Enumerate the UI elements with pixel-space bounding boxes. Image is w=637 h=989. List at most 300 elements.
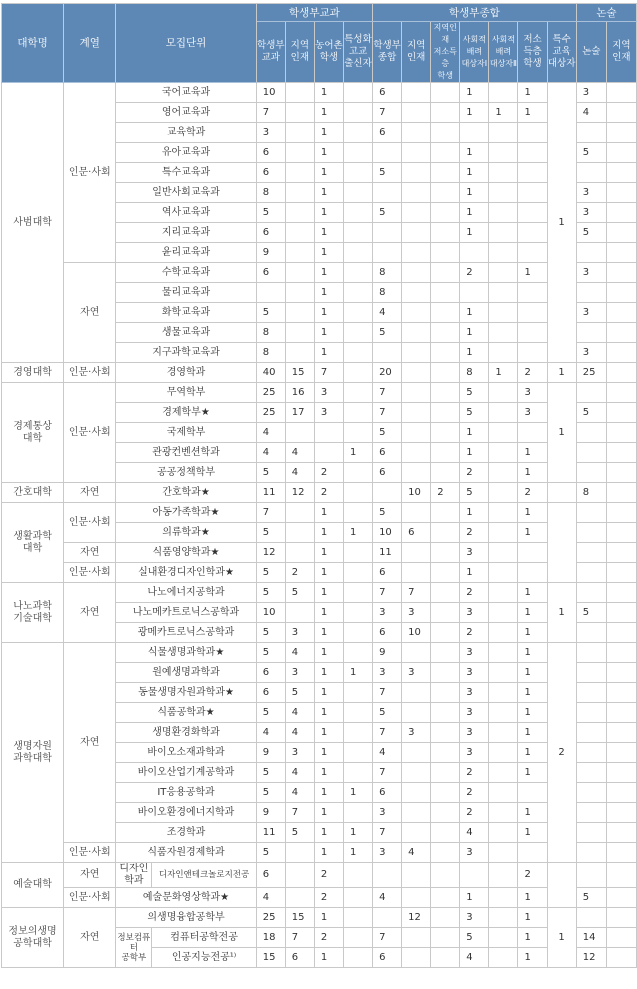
category-cell: 인문·사회 — [64, 363, 116, 383]
nonsul-cell — [606, 683, 636, 703]
value-cell: 4 — [460, 948, 489, 968]
unit-cell: 동물생명자원과학과★ — [116, 683, 256, 703]
header-unit: 모집단위 — [116, 4, 256, 83]
special-cell: 1 — [547, 363, 576, 383]
value-cell — [285, 243, 314, 263]
value-cell — [489, 763, 518, 783]
value-cell: 1 — [314, 303, 343, 323]
value-cell — [402, 123, 431, 143]
value-cell: 1 — [314, 763, 343, 783]
value-cell — [431, 383, 460, 403]
value-cell: 1 — [314, 908, 343, 928]
unit-cell: 식품공학과★ — [116, 703, 256, 723]
value-cell — [402, 683, 431, 703]
nonsul-cell — [606, 583, 636, 603]
special-cell — [547, 863, 576, 908]
value-cell: 7 — [256, 503, 285, 523]
nonsul-cell — [606, 383, 636, 403]
value-cell: 25 — [256, 383, 285, 403]
value-cell — [518, 243, 547, 263]
value-cell — [343, 203, 372, 223]
unit-cell: 유아교육과 — [116, 143, 256, 163]
value-cell — [431, 603, 460, 623]
value-cell: 3 — [518, 403, 547, 423]
value-cell: 2 — [460, 783, 489, 803]
value-cell — [431, 263, 460, 283]
value-cell: 1 — [460, 83, 489, 103]
value-cell: 7 — [373, 383, 402, 403]
header-col-1: 지역 인재 — [285, 22, 314, 83]
value-cell — [489, 723, 518, 743]
value-cell: 12 — [285, 483, 314, 503]
value-cell: 5 — [373, 703, 402, 723]
nonsul-cell: 5 — [576, 888, 606, 908]
value-cell: 1 — [518, 683, 547, 703]
category-cell: 인문·사회 — [64, 843, 116, 863]
value-cell — [431, 683, 460, 703]
special-cell: 1 — [547, 908, 576, 968]
value-cell — [402, 743, 431, 763]
table-row — [2, 543, 637, 563]
value-cell — [460, 283, 489, 303]
value-cell: 3 — [314, 383, 343, 403]
value-cell — [285, 603, 314, 623]
value-cell: 4 — [373, 743, 402, 763]
value-cell: 7 — [373, 823, 402, 843]
table-row — [2, 83, 637, 103]
value-cell — [489, 563, 518, 583]
value-cell: 4 — [256, 423, 285, 443]
value-cell: 6 — [256, 663, 285, 683]
nonsul-cell — [606, 703, 636, 723]
university-cell: 경제통상 대학 — [2, 383, 64, 483]
nonsul-cell — [606, 823, 636, 843]
value-cell — [431, 763, 460, 783]
value-cell: 1 — [343, 443, 372, 463]
value-cell: 5 — [256, 203, 285, 223]
university-cell: 예술대학 — [2, 863, 64, 908]
value-cell: 1 — [518, 263, 547, 283]
value-cell — [402, 403, 431, 423]
category-cell: 자연 — [64, 583, 116, 643]
category-cell: 인문·사회 — [64, 383, 116, 483]
value-cell — [343, 503, 372, 523]
value-cell: 1 — [460, 423, 489, 443]
value-cell: 10 — [256, 603, 285, 623]
value-cell: 1 — [460, 143, 489, 163]
nonsul-cell — [576, 743, 606, 763]
value-cell — [402, 83, 431, 103]
unit-cell: 일반사회교육과 — [116, 183, 256, 203]
nonsul-cell — [576, 643, 606, 663]
value-cell — [489, 503, 518, 523]
value-cell — [343, 463, 372, 483]
value-cell: 17 — [285, 403, 314, 423]
value-cell: 1 — [460, 888, 489, 908]
value-cell: 6 — [256, 143, 285, 163]
value-cell — [402, 303, 431, 323]
value-cell — [343, 183, 372, 203]
value-cell — [285, 283, 314, 303]
value-cell — [285, 83, 314, 103]
value-cell: 3 — [314, 403, 343, 423]
unit-cell: 식품영양학과★ — [116, 543, 256, 563]
value-cell: 9 — [256, 803, 285, 823]
value-cell: 1 — [518, 743, 547, 763]
value-cell — [343, 483, 372, 503]
value-cell: 15 — [256, 948, 285, 968]
value-cell — [431, 123, 460, 143]
value-cell: 1 — [489, 363, 518, 383]
value-cell — [343, 948, 372, 968]
unit-cell: 국어교육과 — [116, 83, 256, 103]
value-cell: 4 — [285, 783, 314, 803]
table-row — [2, 888, 637, 908]
nonsul-cell — [606, 783, 636, 803]
value-cell — [489, 523, 518, 543]
nonsul-cell — [606, 403, 636, 423]
value-cell: 8 — [256, 323, 285, 343]
unit-parent-cell: 디자인학과 — [116, 863, 152, 888]
value-cell: 4 — [373, 888, 402, 908]
unit-cell: 물리교육과 — [116, 283, 256, 303]
table-row — [2, 263, 637, 283]
header-col-5: 지역 인재 — [402, 22, 431, 83]
value-cell: 1 — [314, 143, 343, 163]
value-cell: 6 — [373, 948, 402, 968]
nonsul-cell — [576, 443, 606, 463]
nonsul-cell: 5 — [576, 223, 606, 243]
value-cell: 7 — [285, 928, 314, 948]
value-cell — [460, 243, 489, 263]
value-cell — [285, 863, 314, 888]
value-cell: 1 — [518, 623, 547, 643]
value-cell: 2 — [518, 483, 547, 503]
value-cell — [489, 603, 518, 623]
nonsul-cell — [606, 203, 636, 223]
value-cell: 5 — [460, 928, 489, 948]
value-cell — [343, 623, 372, 643]
value-cell: 7 — [373, 763, 402, 783]
nonsul-cell — [606, 183, 636, 203]
value-cell — [343, 888, 372, 908]
value-cell — [489, 703, 518, 723]
nonsul-cell — [606, 163, 636, 183]
university-cell: 생활과학 대학 — [2, 503, 64, 583]
value-cell — [489, 243, 518, 263]
value-cell — [343, 103, 372, 123]
value-cell — [402, 543, 431, 563]
unit-cell: 나노에너지공학과 — [116, 583, 256, 603]
nonsul-cell: 3 — [576, 83, 606, 103]
value-cell — [343, 403, 372, 423]
value-cell: 1 — [518, 803, 547, 823]
value-cell: 1 — [314, 223, 343, 243]
value-cell: 1 — [314, 623, 343, 643]
value-cell — [373, 223, 402, 243]
value-cell — [402, 563, 431, 583]
value-cell — [431, 503, 460, 523]
value-cell: 20 — [373, 363, 402, 383]
value-cell: 18 — [256, 928, 285, 948]
value-cell: 1 — [314, 123, 343, 143]
value-cell — [489, 383, 518, 403]
value-cell: 4 — [256, 443, 285, 463]
category-cell: 자연 — [64, 863, 116, 888]
value-cell: 1 — [518, 723, 547, 743]
value-cell — [402, 103, 431, 123]
value-cell: 5 — [256, 783, 285, 803]
table-row — [2, 363, 637, 383]
value-cell — [314, 443, 343, 463]
value-cell: 6 — [256, 223, 285, 243]
value-cell — [431, 543, 460, 563]
value-cell — [431, 143, 460, 163]
value-cell — [518, 423, 547, 443]
value-cell: 5 — [256, 583, 285, 603]
value-cell — [518, 223, 547, 243]
value-cell: 7 — [373, 723, 402, 743]
value-cell — [489, 183, 518, 203]
value-cell — [402, 423, 431, 443]
unit-cell: 수학교육과 — [116, 263, 256, 283]
nonsul-cell — [606, 443, 636, 463]
value-cell — [518, 843, 547, 863]
nonsul-cell — [576, 683, 606, 703]
value-cell — [343, 163, 372, 183]
value-cell — [431, 343, 460, 363]
value-cell: 3 — [285, 663, 314, 683]
value-cell — [489, 948, 518, 968]
nonsul-cell — [606, 363, 636, 383]
unit-cell: 영어교육과 — [116, 103, 256, 123]
nonsul-cell — [606, 543, 636, 563]
value-cell: 1 — [518, 823, 547, 843]
value-cell: 1 — [518, 928, 547, 948]
value-cell — [431, 583, 460, 603]
unit-cell: 조경학과 — [116, 823, 256, 843]
nonsul-cell — [606, 863, 636, 888]
value-cell — [489, 203, 518, 223]
value-cell: 2 — [460, 763, 489, 783]
value-cell — [343, 383, 372, 403]
unit-cell: 바이오산업기계공학과 — [116, 763, 256, 783]
unit-cell: 교육학과 — [116, 123, 256, 143]
value-cell — [431, 223, 460, 243]
value-cell: 2 — [314, 888, 343, 908]
value-cell — [343, 303, 372, 323]
nonsul-cell — [606, 743, 636, 763]
value-cell: 1 — [314, 603, 343, 623]
value-cell: 1 — [518, 443, 547, 463]
header-col-11: 논술 — [576, 22, 606, 83]
value-cell — [402, 928, 431, 948]
university-cell: 경영대학 — [2, 363, 64, 383]
value-cell — [431, 163, 460, 183]
value-cell — [489, 643, 518, 663]
nonsul-cell — [606, 603, 636, 623]
value-cell — [431, 463, 460, 483]
value-cell — [431, 783, 460, 803]
category-cell: 자연 — [64, 908, 116, 968]
value-cell: 5 — [373, 163, 402, 183]
value-cell — [285, 263, 314, 283]
value-cell — [373, 183, 402, 203]
nonsul-cell — [606, 83, 636, 103]
nonsul-cell — [606, 343, 636, 363]
unit-cell: 식품자원경제학과 — [116, 843, 256, 863]
value-cell: 1 — [518, 503, 547, 523]
category-cell: 자연 — [64, 263, 116, 363]
value-cell: 1 — [314, 563, 343, 583]
value-cell — [285, 323, 314, 343]
value-cell — [431, 703, 460, 723]
value-cell: 1 — [460, 103, 489, 123]
value-cell — [489, 683, 518, 703]
value-cell — [343, 683, 372, 703]
nonsul-cell — [606, 503, 636, 523]
value-cell: 1 — [314, 523, 343, 543]
university-cell: 사범대학 — [2, 83, 64, 363]
value-cell: 4 — [460, 823, 489, 843]
value-cell: 5 — [256, 463, 285, 483]
value-cell: 1 — [343, 843, 372, 863]
nonsul-cell — [576, 283, 606, 303]
unit-cell: 생물교육과 — [116, 323, 256, 343]
value-cell — [402, 283, 431, 303]
value-cell: 1 — [314, 543, 343, 563]
value-cell: 5 — [256, 703, 285, 723]
unit-cell: 경영학과 — [116, 363, 256, 383]
value-cell: 7 — [285, 803, 314, 823]
value-cell — [402, 343, 431, 363]
category-cell: 자연 — [64, 543, 116, 563]
value-cell — [489, 303, 518, 323]
value-cell — [431, 363, 460, 383]
nonsul-cell — [606, 303, 636, 323]
value-cell: 1 — [343, 783, 372, 803]
value-cell — [402, 823, 431, 843]
nonsul-cell — [576, 543, 606, 563]
unit-cell: 국제학부 — [116, 423, 256, 443]
value-cell — [431, 83, 460, 103]
value-cell — [402, 163, 431, 183]
value-cell — [489, 123, 518, 143]
value-cell: 3 — [402, 663, 431, 683]
nonsul-cell — [606, 143, 636, 163]
value-cell — [431, 803, 460, 823]
value-cell: 40 — [256, 363, 285, 383]
value-cell: 5 — [256, 563, 285, 583]
nonsul-cell — [606, 483, 636, 503]
university-cell: 나노과학 기술대학 — [2, 583, 64, 643]
value-cell: 5 — [285, 683, 314, 703]
value-cell: 1 — [314, 843, 343, 863]
nonsul-cell: 5 — [576, 403, 606, 423]
value-cell — [489, 343, 518, 363]
value-cell: 3 — [402, 603, 431, 623]
value-cell: 1 — [460, 203, 489, 223]
value-cell: 1 — [343, 823, 372, 843]
value-cell — [343, 928, 372, 948]
value-cell: 3 — [460, 683, 489, 703]
value-cell: 5 — [256, 623, 285, 643]
nonsul-cell: 12 — [576, 948, 606, 968]
value-cell — [489, 323, 518, 343]
nonsul-cell — [606, 103, 636, 123]
value-cell — [489, 583, 518, 603]
value-cell: 3 — [518, 383, 547, 403]
value-cell: 2 — [314, 483, 343, 503]
value-cell — [402, 703, 431, 723]
header-col-8: 사회적 배려 대상자Ⅱ — [489, 22, 518, 83]
value-cell — [489, 483, 518, 503]
value-cell: 1 — [518, 583, 547, 603]
value-cell — [431, 303, 460, 323]
value-cell: 9 — [256, 243, 285, 263]
value-cell — [431, 403, 460, 423]
value-cell — [343, 803, 372, 823]
nonsul-cell — [576, 523, 606, 543]
value-cell: 1 — [314, 683, 343, 703]
value-cell: 7 — [402, 583, 431, 603]
value-cell: 4 — [285, 443, 314, 463]
value-cell — [343, 743, 372, 763]
value-cell: 7 — [373, 403, 402, 423]
value-cell: 7 — [373, 928, 402, 948]
value-cell — [343, 423, 372, 443]
value-cell: 1 — [460, 323, 489, 343]
special-cell: 1 — [547, 83, 576, 363]
value-cell — [343, 283, 372, 303]
header-col-7: 사회적 배려 대상자Ⅰ — [460, 22, 489, 83]
value-cell: 3 — [373, 603, 402, 623]
value-cell: 7 — [256, 103, 285, 123]
value-cell: 6 — [256, 263, 285, 283]
table-row — [2, 843, 637, 863]
nonsul-cell — [606, 908, 636, 928]
value-cell — [489, 783, 518, 803]
value-cell: 15 — [285, 908, 314, 928]
value-cell: 1 — [314, 723, 343, 743]
value-cell: 12 — [402, 908, 431, 928]
value-cell: 15 — [285, 363, 314, 383]
value-cell — [256, 283, 285, 303]
value-cell: 1 — [314, 503, 343, 523]
nonsul-cell — [606, 323, 636, 343]
value-cell: 1 — [460, 223, 489, 243]
value-cell — [489, 223, 518, 243]
value-cell: 2 — [285, 563, 314, 583]
table-row — [2, 863, 637, 888]
value-cell: 5 — [373, 423, 402, 443]
nonsul-cell: 4 — [576, 103, 606, 123]
nonsul-cell — [606, 463, 636, 483]
value-cell: 1 — [518, 603, 547, 623]
unit-cell: 경제학부★ — [116, 403, 256, 423]
value-cell: 1 — [518, 908, 547, 928]
value-cell — [343, 543, 372, 563]
value-cell: 2 — [314, 463, 343, 483]
unit-cell: 생명환경화학과 — [116, 723, 256, 743]
value-cell — [489, 163, 518, 183]
nonsul-cell — [576, 908, 606, 928]
value-cell — [373, 863, 402, 888]
header-group-jonghap: 학생부종합 — [373, 4, 577, 22]
value-cell: 16 — [285, 383, 314, 403]
value-cell: 5 — [256, 643, 285, 663]
nonsul-cell — [606, 663, 636, 683]
